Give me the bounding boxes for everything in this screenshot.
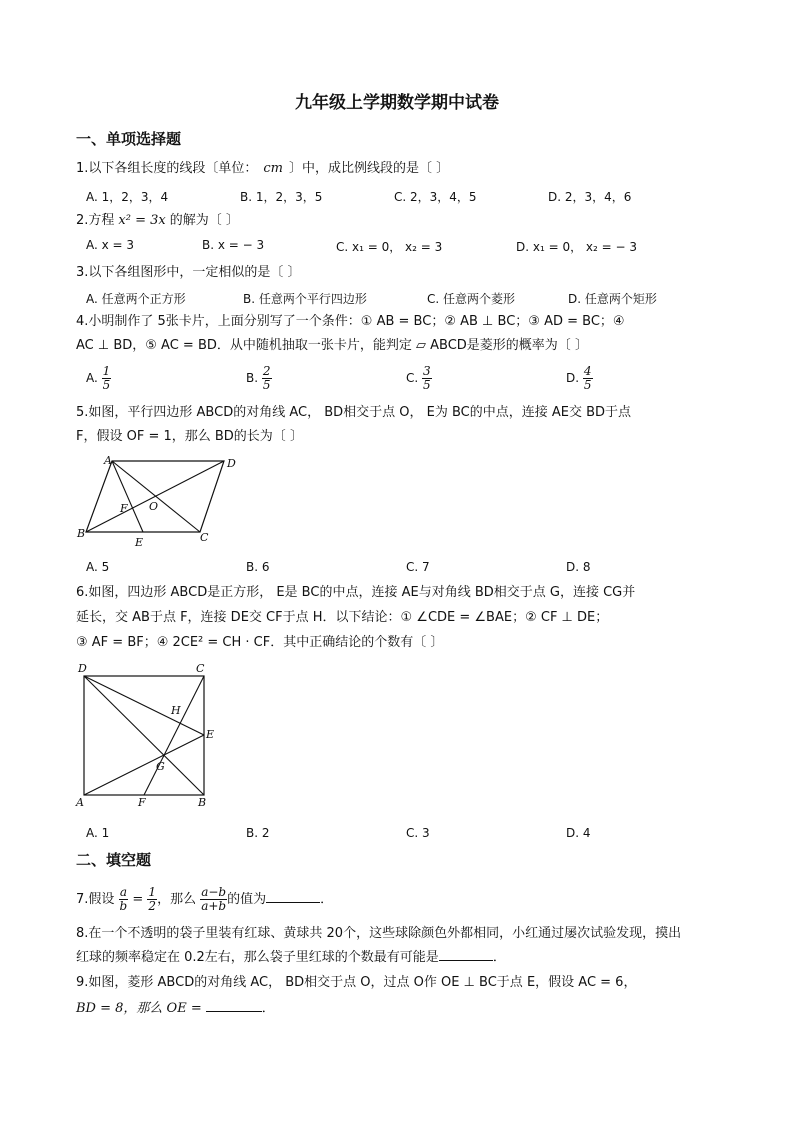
q5-option-a[interactable]: A. 5 <box>86 560 110 574</box>
q4-option-b-num: 2 <box>262 364 271 378</box>
q4-option-a-den: 5 <box>102 378 111 392</box>
q7-fraction-a-over-b <box>119 886 129 913</box>
q3-option-a[interactable]: A. 任意两个正方形 <box>86 292 186 306</box>
question-9-line-1: 9.如图，菱形 ABCD的对角线 AC， BD相交于点 O，过点 O作 OE ⊥ BC于点 E，假设 AC = 6， <box>76 975 637 990</box>
q7-f3-num: a−b <box>201 885 227 899</box>
q4-option-c-fraction <box>422 365 432 392</box>
q4-option-a[interactable] <box>86 365 111 392</box>
question-4-line-1: 4.小明制作了 5张卡片，上面分别写了一个条件：① AB = BC；② AB ⊥ BC；③ AD = BC；④ <box>76 314 625 329</box>
section-heading-choice: 一、单项选择题 <box>76 130 182 148</box>
question-3: 3.以下各组图形中，一定相似的是〔 〕 <box>76 265 301 280</box>
q4-option-d-label: D. <box>566 371 580 385</box>
q6-label-g: G <box>156 760 165 773</box>
q3-option-d[interactable]: D. 任意两个矩形 <box>568 292 657 306</box>
q7-f3-den: a+b <box>201 899 227 913</box>
q5-label-d: D <box>227 457 236 470</box>
q5-label-a: A <box>104 454 112 467</box>
q6-label-f: F <box>138 796 146 809</box>
q6-label-d: D <box>78 662 87 675</box>
q2-option-d[interactable]: D. x₁ = 0， x₂ = − 3 <box>516 240 638 254</box>
q2-equation: x² = 3x <box>118 213 166 228</box>
page-title: 九年级上学期数学期中试卷 <box>295 93 499 113</box>
q3-option-b[interactable]: B. 任意两个平行四边形 <box>243 292 367 306</box>
q1-option-c[interactable]: C. 2，3，4，5 <box>394 190 477 204</box>
q6-segment-de <box>84 676 204 735</box>
q2-option-b[interactable]: B. x = − 3 <box>202 238 265 252</box>
q7-f1-num: a <box>119 885 127 899</box>
q5-label-c: C <box>200 531 209 544</box>
q4-option-a-num: 1 <box>102 364 111 378</box>
q4-option-c-label: C. <box>406 371 419 385</box>
q2-text-post: 的解为〔 〕 <box>169 213 239 228</box>
q5-label-o: O <box>149 500 159 513</box>
q4-option-c-den: 5 <box>423 378 431 392</box>
q5-label-f: F <box>120 502 128 515</box>
q5-parallelogram-figure <box>72 452 242 548</box>
q5-option-b[interactable]: B. 6 <box>246 560 270 574</box>
q4-option-d-num: 4 <box>583 364 592 378</box>
q1-text-pre: 1.以下各组长度的线段〔单位： <box>76 161 258 176</box>
section-heading-fill-in: 二、填空题 <box>76 851 152 869</box>
question-8-line-2 <box>76 949 506 967</box>
q7-text-end: ． <box>320 892 334 907</box>
q4-option-a-label: A. <box>86 371 98 385</box>
q7-f2-num: 1 <box>148 885 157 899</box>
q1-text-post: 〕中，成比例线段的是〔 〕 <box>289 161 450 176</box>
q2-option-a[interactable]: A. x = 3 <box>86 238 135 252</box>
question-5-line-1: 5.如图，平行四边形 ABCD的对角线 AC， BD相交于点 O， E为 BC的中点，连接 AE交 BD于点 <box>76 405 632 420</box>
q5-option-d[interactable]: D. 8 <box>566 560 591 574</box>
q4-option-b[interactable] <box>246 365 272 392</box>
q5-label-e: E <box>135 536 144 548</box>
question-1 <box>76 160 449 178</box>
q6-label-b: B <box>198 796 207 809</box>
q4-option-d-den: 5 <box>583 378 592 392</box>
q4-option-b-den: 5 <box>262 378 271 392</box>
q7-text-post: 的值为 <box>227 892 267 907</box>
q7-equals: = <box>132 892 144 907</box>
question-8-line-1: 8.在一个不透明的袋子里装有红球、黄球共 20个，这些球除颜色外都相同，小红通过屡次试验发现，摸出 <box>76 926 682 941</box>
q6-label-e: E <box>206 728 215 741</box>
q6-segment-cf <box>144 676 204 795</box>
q7-text-pre: 7.假设 <box>76 892 115 907</box>
question-6-line-2: 延长，交 AB于点 F，连接 DE交 CF于点 H．以下结论：① ∠CDE = ∠BAE；② CF ⊥ DE； <box>76 610 609 625</box>
q6-label-c: C <box>196 662 205 675</box>
question-6-line-3: ③ AF = BF；④ 2CE² = CH · CF．其中正确结论的个数有〔 〕 <box>76 635 444 650</box>
question-5-line-2: F，假设 OF = 1，那么 BD的长为〔 〕 <box>76 429 303 444</box>
q9-line-2-text: BD = 8，那么 OE = <box>76 1001 202 1016</box>
q7-text-mid: ，那么 <box>157 892 197 907</box>
q8-answer-blank[interactable] <box>439 960 493 961</box>
q2-option-c[interactable]: C. x₁ = 0， x₂ = 3 <box>336 240 443 254</box>
question-6-line-1: 6.如图，四边形 ABCD是正方形， E是 BC的中点，连接 AE与对角线 BD相交于点 G，连接 CG并 <box>76 585 636 600</box>
q5-option-c[interactable]: C. 7 <box>406 560 430 574</box>
q6-label-a: A <box>76 796 84 809</box>
q5-label-b: B <box>77 527 86 540</box>
q4-option-c[interactable] <box>406 365 432 392</box>
q6-segment-ae <box>84 735 204 795</box>
q5-segment-ae <box>112 461 143 532</box>
question-9-line-2 <box>76 1000 275 1018</box>
q6-label-h: H <box>171 704 181 717</box>
q4-option-c-num: 3 <box>423 364 431 378</box>
q8-line-2-text: 红球的频率稳定在 0.2左右，那么袋子里红球的个数最有可能是 <box>76 950 439 965</box>
q1-option-d[interactable]: D. 2，3，4，6 <box>548 190 632 204</box>
q9-answer-blank[interactable] <box>206 1011 262 1012</box>
q7-answer-blank[interactable] <box>266 902 320 903</box>
q6-option-a[interactable]: A. 1 <box>86 826 110 840</box>
q1-unit: cm <box>263 161 284 176</box>
q6-option-c[interactable]: C. 3 <box>406 826 430 840</box>
question-4-line-2: AC ⊥ BD，⑤ AC = BD．从中随机抽取一张卡片，能判定 ▱ ABCD是菱形的概率为〔 〕 <box>76 338 588 353</box>
q7-fraction-one-half <box>147 886 157 913</box>
q6-option-b[interactable]: B. 2 <box>246 826 270 840</box>
q2-text-pre: 2.方程 <box>76 213 115 228</box>
q8-text-end: ． <box>492 950 506 965</box>
q4-option-d[interactable] <box>566 365 593 392</box>
q1-option-a[interactable]: A. 1，2，3，4 <box>86 190 169 204</box>
q7-f2-den: 2 <box>148 899 157 913</box>
q4-option-b-fraction <box>262 365 272 392</box>
q7-fraction-expression <box>200 886 227 913</box>
q4-option-d-fraction <box>583 365 593 392</box>
q1-option-b[interactable]: B. 1，2，3，5 <box>240 190 323 204</box>
q6-option-d[interactable]: D. 4 <box>566 826 591 840</box>
q7-f1-den: b <box>119 899 128 913</box>
question-7 <box>76 884 333 916</box>
q4-option-a-fraction <box>102 365 112 392</box>
q9-text-end: ． <box>261 1001 275 1016</box>
question-2 <box>76 212 239 230</box>
q6-square-figure <box>72 656 222 812</box>
q4-option-b-label: B. <box>246 371 259 385</box>
q3-option-c[interactable]: C. 任意两个菱形 <box>427 292 516 306</box>
q6-diagonal-bd <box>84 676 204 795</box>
